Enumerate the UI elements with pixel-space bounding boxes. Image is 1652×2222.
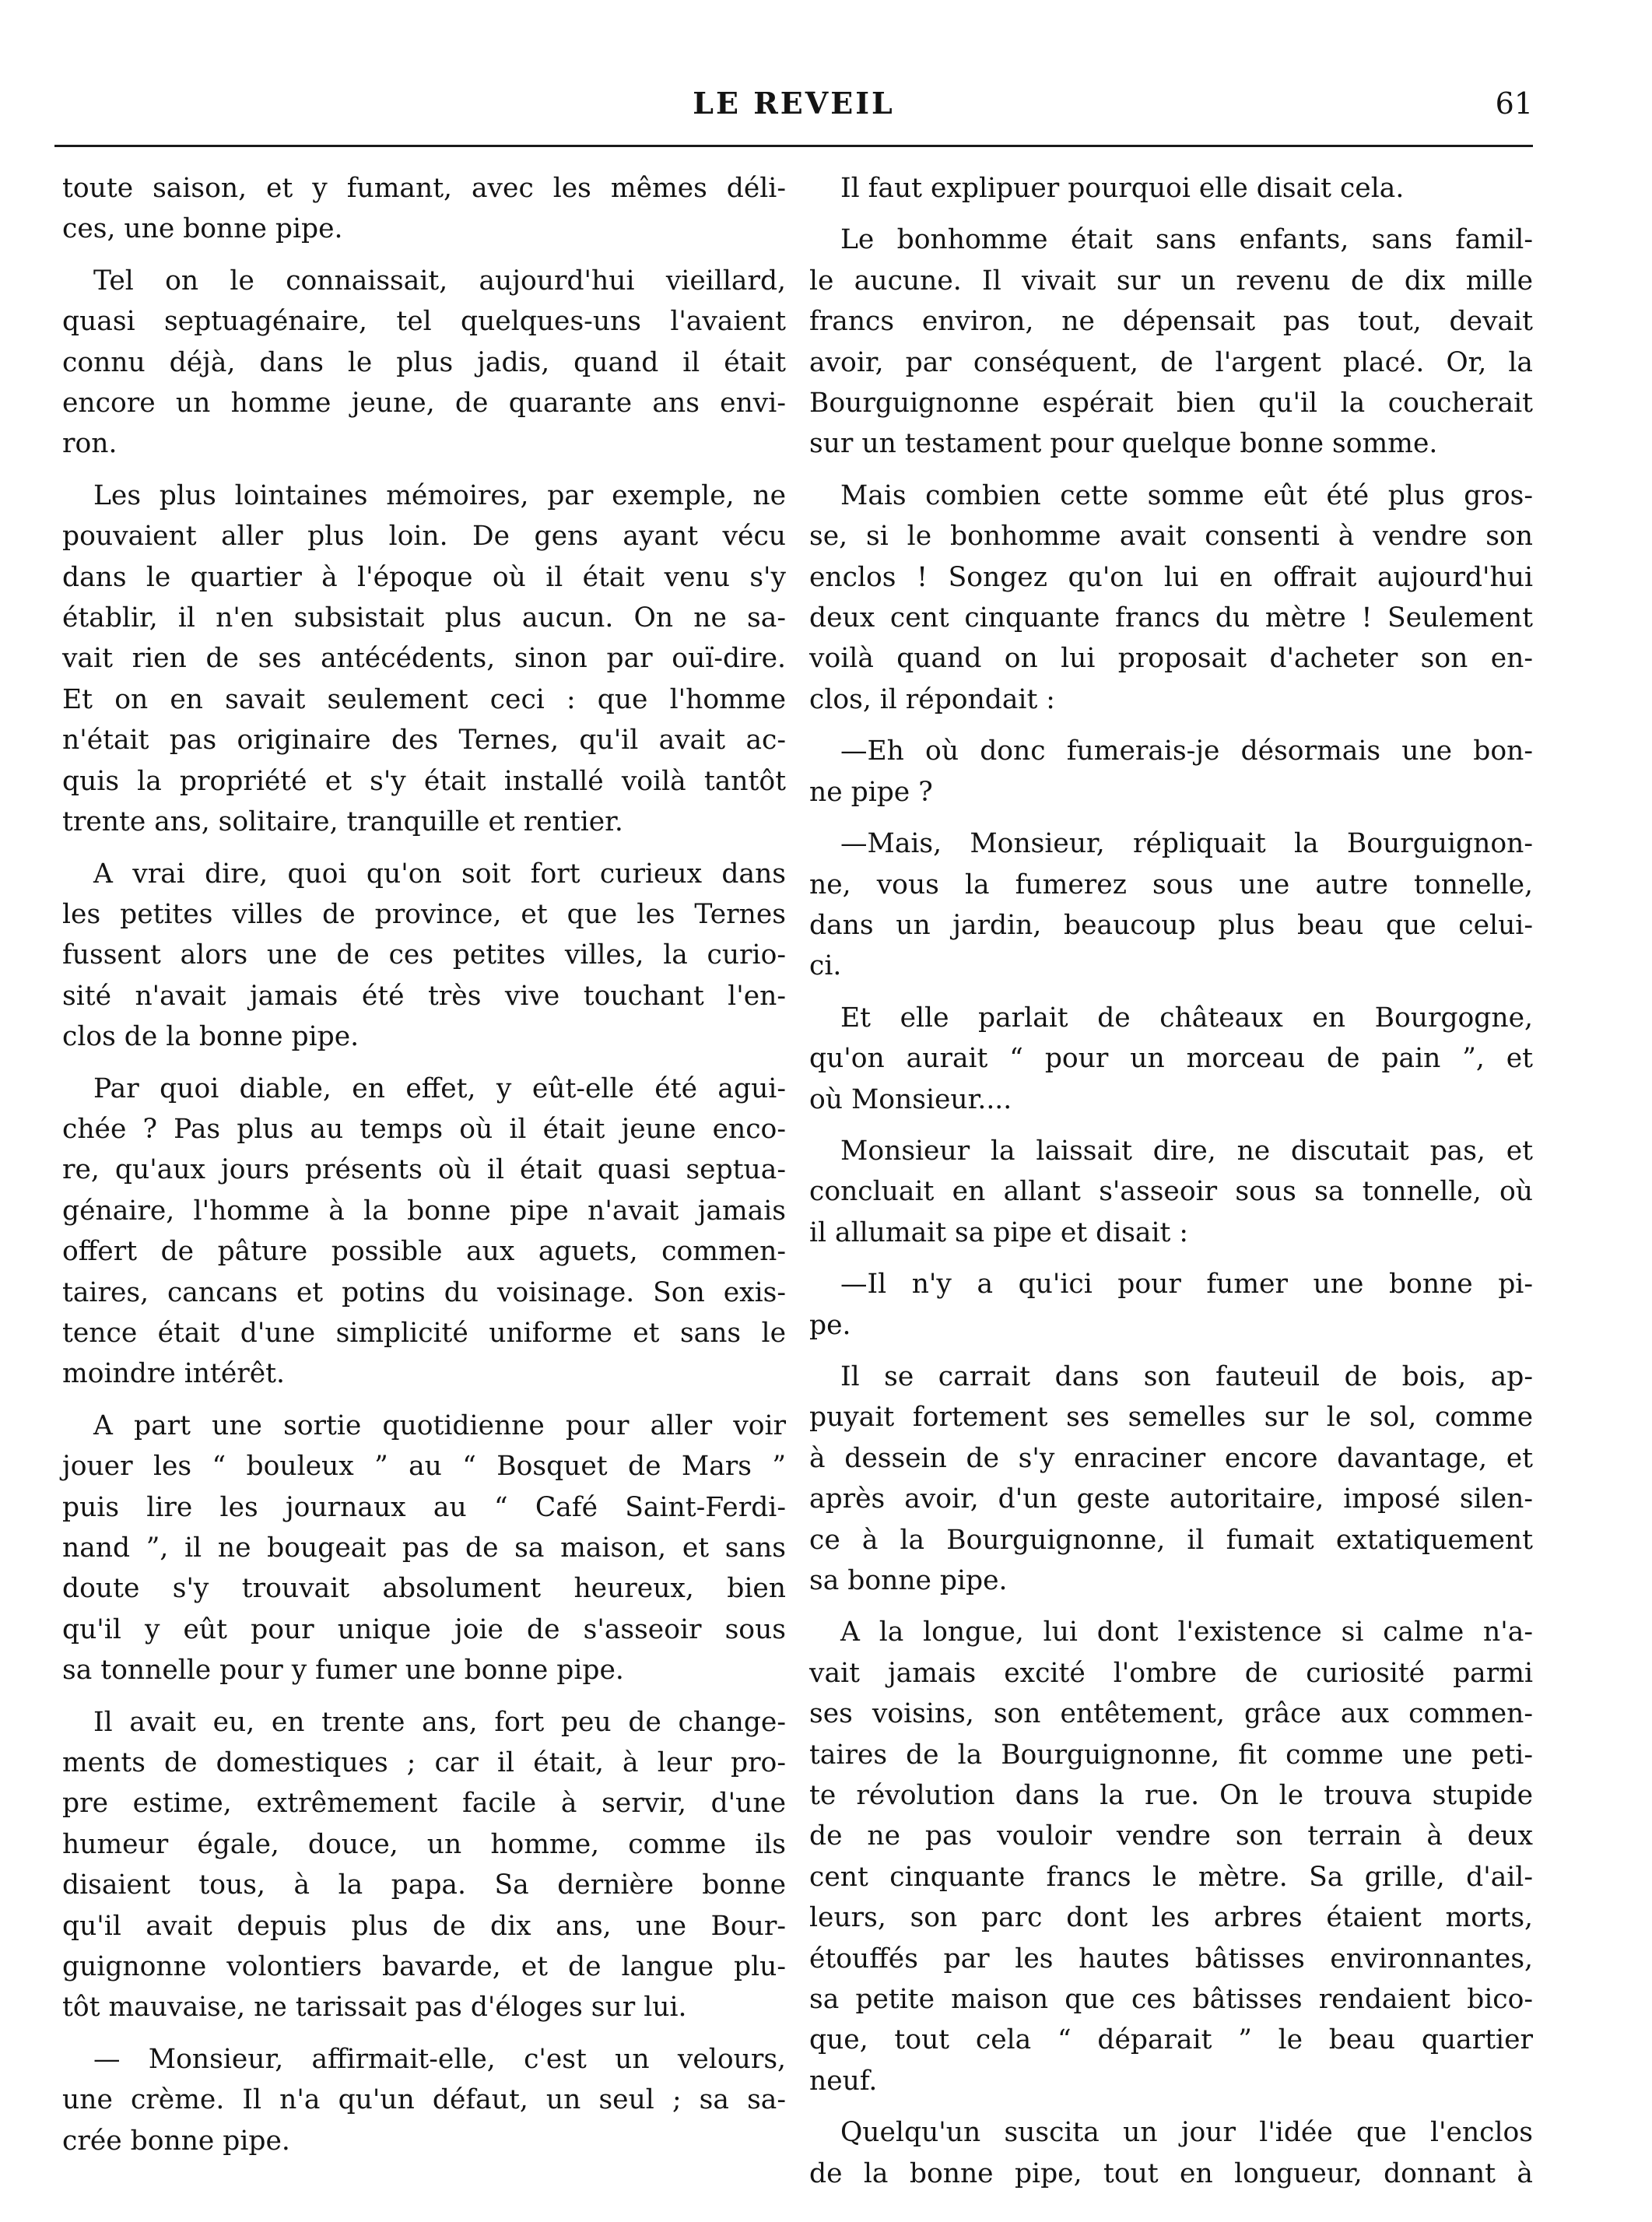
text-line: il allumait sa pipe et disait : — [809, 1216, 1188, 1248]
text-line: après avoir, d'un geste autoritaire, imposé silen- — [809, 1483, 1533, 1515]
text-line: génaire, l'homme à la bonne pipe n'avait jamais — [62, 1195, 786, 1227]
paragraph — [62, 1069, 786, 1395]
text-line: taires, cancans et potins du voisinage. Son exis- — [62, 1276, 786, 1308]
text-line: ce à la Bourguignonne, il fumait extatiquement — [809, 1524, 1533, 1556]
text-line: puis lire les journaux au “ Café Saint-Ferdi- — [62, 1491, 786, 1523]
paragraph — [809, 1612, 1533, 2101]
paragraph — [62, 1406, 786, 1691]
paragraph — [62, 2039, 786, 2161]
text-line: taires de la Bourguignonne, fit comme une peti- — [809, 1739, 1533, 1771]
header-rule — [54, 145, 1533, 147]
text-line: quasi septuagénaire, tel quelques-uns l'avaient — [62, 306, 786, 338]
text-line: pe. — [809, 1309, 851, 1341]
text-line: qu'on aurait “ pour un morceau de pain ”, et — [809, 1043, 1533, 1075]
text-line: chée ? Pas plus au temps où il était jeune enco- — [62, 1113, 786, 1145]
text-line: pouvaient aller plus loin. De gens ayant vécu — [62, 521, 786, 553]
text-line: Tel on le connaissait, aujourd'hui vieillard, — [93, 265, 786, 297]
text-line: —Mais, Monsieur, répliquait la Bourguignon- — [840, 828, 1533, 860]
text-line: concluait en allant s'asseoir sous sa tonnelle, où — [809, 1176, 1533, 1208]
text-line: que, tout cela “ déparait ” le beau quartier — [809, 2024, 1533, 2056]
text-line: ments de domestiques ; car il était, à leur pro- — [62, 1747, 786, 1779]
text-line: ces, une bonne pipe. — [62, 213, 343, 245]
text-line: ses voisins, son entêtement, grâce aux commen- — [809, 1698, 1533, 1730]
text-line: sa bonne pipe. — [809, 1565, 1008, 1596]
text-line: sa tonnelle pour y fumer une bonne pipe. — [62, 1655, 624, 1687]
paragraph — [809, 731, 1533, 813]
text-line: sité n'avait jamais été très vive touchant l'en- — [62, 980, 786, 1012]
paragraph — [62, 261, 786, 465]
paragraph — [809, 168, 1533, 209]
text-line: Et elle parlait de châteaux en Bourgogne, — [840, 1002, 1533, 1034]
text-line: jouer les “ bouleux ” au “ Bosquet de Mars ” — [62, 1451, 786, 1483]
paragraph — [809, 1264, 1533, 1346]
text-line: A vrai dire, quoi qu'on soit fort curieux dans — [93, 858, 786, 890]
text-line: crée bonne pipe. — [62, 2125, 290, 2157]
paragraph — [809, 2112, 1533, 2194]
text-line: ci. — [809, 950, 842, 982]
paragraph — [809, 1131, 1533, 1253]
text-line: Quelqu'un suscita un jour l'idée que l'enclos — [840, 2117, 1533, 2149]
page-header — [54, 84, 1533, 131]
text-line: Bourguignonne espérait bien qu'il la coucherait — [809, 388, 1533, 419]
text-line: disaient tous, à la papa. Sa dernière bonne — [62, 1869, 786, 1901]
text-line: Il avait eu, en trente ans, fort peu de change- — [93, 1706, 786, 1738]
paragraph — [62, 1702, 786, 2028]
running-title: LE REVEIL — [693, 86, 895, 121]
text-line: Le bonhomme était sans enfants, sans famil- — [840, 224, 1533, 256]
paragraph — [809, 998, 1533, 1120]
paragraph — [809, 1357, 1533, 1601]
text-line: humeur égale, douce, un homme, comme ils — [62, 1828, 786, 1860]
text-line: Et on en savait seulement ceci : que l'homme — [62, 683, 786, 715]
text-line: cent cinquante francs le mètre. Sa grille, d'ail- — [809, 1861, 1533, 1893]
paragraph — [809, 476, 1533, 720]
text-line: de la bonne pipe, tout en longueur, donnant à — [809, 2157, 1533, 2189]
text-line: Monsieur la laissait dire, ne discutait pas, et — [840, 1135, 1533, 1167]
text-line: clos de la bonne pipe. — [62, 1021, 360, 1053]
text-line: ne pipe ? — [809, 776, 933, 808]
text-line: —Il n'y a qu'ici pour fumer une bonne pi- — [840, 1269, 1533, 1301]
text-line: dans un jardin, beaucoup plus beau que celui- — [809, 909, 1533, 941]
paragraph — [809, 219, 1533, 464]
text-line: sur un testament pour quelque bonne somme. — [809, 428, 1438, 460]
text-line: puyait fortement ses semelles sur le sol, comme — [809, 1402, 1533, 1434]
paragraph — [62, 168, 786, 250]
paragraph — [809, 823, 1533, 987]
text-line: — Monsieur, affirmait-elle, c'est un velours, — [93, 2043, 786, 2075]
text-line: deux cent cinquante francs du mètre ! Seulement — [809, 602, 1533, 634]
right-column — [809, 168, 1533, 2205]
text-line: A part une sortie quotidienne pour aller voir — [93, 1409, 786, 1441]
text-line: voilà quand on lui proposait d'acheter son en- — [809, 643, 1533, 675]
text-line: de ne pas vouloir vendre son terrain à deux — [809, 1820, 1533, 1852]
text-line: n'était pas originaire des Ternes, qu'il avait ac- — [62, 725, 786, 756]
text-line: qu'il y eût pour unique joie de s'asseoir sous — [62, 1613, 786, 1645]
text-line: établir, il n'en subsistait plus aucun. On ne sa- — [62, 602, 786, 634]
text-line: qu'il avait depuis plus de dix ans, une Bour- — [62, 1910, 786, 1942]
paragraph — [62, 854, 786, 1058]
text-line: Par quoi diable, en effet, y eût-elle été agui- — [93, 1072, 786, 1104]
text-line: tence était d'une simplicité uniforme et sans le — [62, 1317, 786, 1349]
text-line: leurs, son parc dont les arbres étaient morts, — [809, 1902, 1533, 1934]
text-line: francs environ, ne dépensait pas tout, devait — [809, 306, 1533, 338]
text-line: avoir, par conséquent, de l'argent placé. Or, la — [809, 346, 1533, 378]
text-line: où Monsieur.... — [809, 1083, 1012, 1115]
text-line: Il se carrait dans son fauteuil de bois, ap- — [840, 1360, 1533, 1392]
left-column — [62, 168, 786, 2172]
text-line: ron. — [62, 428, 117, 460]
text-line: fussent alors une de ces petites villes, la curio- — [62, 939, 786, 971]
text-line: vait jamais excité l'ombre de curiosité parmi — [809, 1657, 1533, 1689]
text-line: te révolution dans la rue. On le trouva stupide — [809, 1780, 1533, 1812]
text-line: les petites villes de province, et que les Ternes — [62, 898, 786, 930]
page-number: 61 — [1495, 86, 1533, 121]
paragraph — [62, 476, 786, 843]
text-line: guignonne volontiers bavarde, et de langue plu- — [62, 1951, 786, 1983]
text-line: clos, il répondait : — [809, 683, 1055, 715]
text-line: le aucune. Il vivait sur un revenu de dix mille — [809, 265, 1533, 297]
text-line: Les plus lointaines mémoires, par exemple, ne — [93, 479, 786, 511]
text-line: toute saison, et y fumant, avec les mêmes déli- — [62, 173, 786, 204]
text-line: doute s'y trouvait absolument heureux, bien — [62, 1573, 786, 1605]
text-line: moindre intérêt. — [62, 1358, 285, 1390]
text-line: connu déjà, dans le plus jadis, quand il était — [62, 346, 786, 378]
text-line: pre estime, extrêmement facile à servir, d'une — [62, 1788, 786, 1820]
text-line: Mais combien cette somme eût été plus gros- — [840, 479, 1533, 511]
text-line: —Eh où donc fumerais-je désormais une bon- — [840, 735, 1533, 767]
text-line: se, si le bonhomme avait consenti à vendre son — [809, 521, 1533, 553]
text-line: vait rien de ses antécédents, sinon par ouï-dire. — [62, 643, 786, 675]
text-line: nand ”, il ne bougeait pas de sa maison, et sans — [62, 1532, 786, 1564]
text-line: sa petite maison que ces bâtisses rendaient bico- — [809, 1984, 1533, 2016]
text-line: offert de pâture possible aux aguets, commen- — [62, 1236, 786, 1268]
text-line: encore un homme jeune, de quarante ans envi- — [62, 388, 786, 419]
text-line: Il faut explipuer pourquoi elle disait cela. — [840, 173, 1405, 204]
text-line: trente ans, solitaire, tranquille et rentier. — [62, 806, 623, 838]
text-line: A la longue, lui dont l'existence si calme n'a- — [840, 1616, 1533, 1648]
text-line: étouffés par les hautes bâtisses environnantes, — [809, 1943, 1533, 1975]
text-line: ne, vous la fumerez sous une autre tonnelle, — [809, 869, 1533, 900]
text-line: neuf. — [809, 2065, 878, 2097]
text-line: enclos ! Songez qu'on lui en offrait aujourd'hui — [809, 561, 1533, 593]
text-line: à dessein de s'y enraciner encore davantage, et — [809, 1442, 1533, 1474]
text-line: dans le quartier à l'époque où il était venu s'y — [62, 561, 786, 593]
text-line: quis la propriété et s'y était installé voilà tantôt — [62, 765, 786, 797]
text-line: tôt mauvaise, ne tarissait pas d'éloges sur lui. — [62, 1992, 687, 2024]
text-line: re, qu'aux jours présents où il était quasi septua- — [62, 1154, 786, 1186]
text-line: une crème. Il n'a qu'un défaut, un seul ; sa sa- — [62, 2084, 786, 2116]
